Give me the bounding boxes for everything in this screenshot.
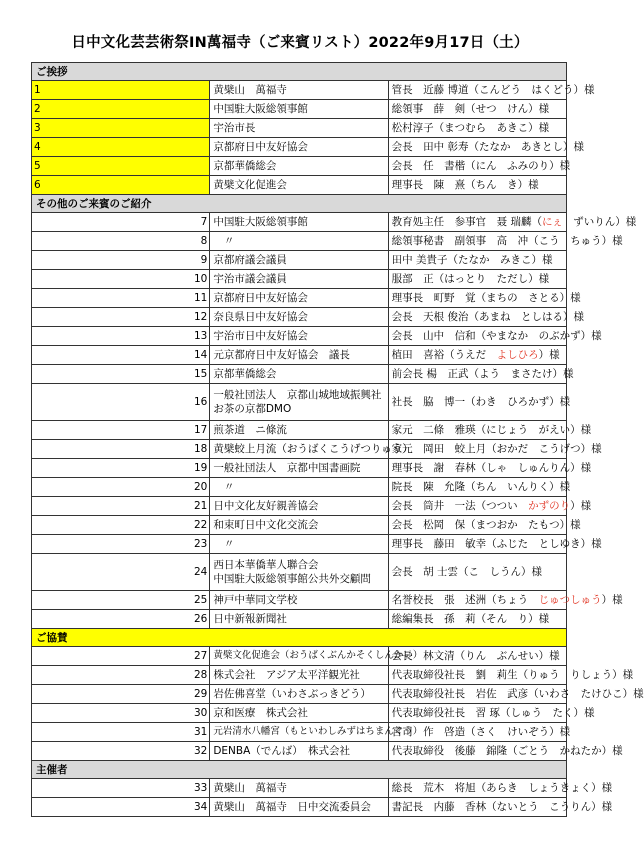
organization-line: 中国駐大阪総領事館公共外交顧問 — [213, 573, 371, 585]
guest-name-text: ）様 — [601, 594, 623, 606]
guest-name-cell: 前会長 楊 正武（よう まさたけ）様 — [388, 365, 566, 384]
organization-cell: 黄檗蛟上月流（おうばくこうげつりゅう） — [210, 440, 388, 459]
organization-line: 一般社団法人 京都山城地域振興社 — [213, 389, 382, 401]
guest-name-cell: 理事長 謝 春林（しゃ しゅんりん）様 — [388, 459, 566, 478]
row-number: 22 — [32, 516, 210, 535]
table-row — [32, 798, 567, 817]
organization-cell: 京都府日中友好協会 — [210, 289, 388, 308]
guest-name-cell: 代表取締役 後藤 錦隆（ごとう かねたか）様 — [388, 742, 566, 761]
organization-cell: 〃 — [210, 478, 388, 497]
guest-name-cell — [388, 213, 637, 232]
table-row — [32, 346, 567, 365]
table-row — [32, 327, 567, 346]
organization-cell: 神戸中華同文学校 — [210, 591, 388, 610]
organization-cell: 岩佐佛喜堂（いわさぶっきどう） — [210, 685, 388, 704]
row-number: 3 — [32, 119, 210, 138]
guest-name-highlight: じゅつしゅう — [538, 594, 602, 606]
guest-name-highlight: かずのり — [528, 500, 571, 512]
row-number: 34 — [32, 798, 210, 817]
organization-cell: 京都府議会議員 — [210, 251, 388, 270]
guest-name-cell: 総領事秘書 副領事 高 冲（こう ちゅう）様 — [388, 232, 566, 251]
row-number: 6 — [32, 176, 210, 195]
organization-cell: 黄檗山 萬福寺 日中交流委員会 — [210, 798, 388, 817]
row-number: 4 — [32, 138, 210, 157]
guest-name-cell: 宮司 作 啓造（さく けいぞう）様 — [388, 723, 566, 742]
page-title: 日中文化芸芸術祭IN萬福寺（ご来賓リスト）2022年9月17日（土） — [71, 35, 529, 51]
table-row — [32, 176, 567, 195]
section-heading: ご挨拶 — [32, 63, 567, 81]
table-row — [32, 440, 567, 459]
table-row — [32, 232, 567, 251]
guest-name-cell: 総領事 薛 剣（せつ けん）様 — [388, 100, 566, 119]
table-row — [32, 459, 567, 478]
table-row — [32, 100, 567, 119]
table-row — [32, 742, 567, 761]
table-row — [32, 157, 567, 176]
organization-cell: DENBA（でんば） 株式会社 — [210, 742, 388, 761]
row-number: 1 — [32, 81, 210, 100]
row-number: 30 — [32, 704, 210, 723]
organization-cell: 日中文化友好親善協会 — [210, 497, 388, 516]
guest-name-cell: 社長 脇 博一（わき ひろかず）様 — [388, 384, 566, 421]
row-number: 12 — [32, 308, 210, 327]
guest-list-body — [32, 63, 644, 817]
guest-name-cell — [388, 346, 566, 365]
guest-name-cell: 会長 松岡 保（まつおか たもつ）様 — [388, 516, 566, 535]
guest-name-text: 植田 喜裕（うえだ — [391, 349, 497, 361]
organization-cell: 京都華僑総会 — [210, 157, 388, 176]
guest-name-text: 教育処主任 参事官 聂 瑞麟（ — [391, 216, 542, 228]
organization-cell: 宇治市議会議員 — [210, 270, 388, 289]
table-row — [32, 478, 567, 497]
organization-line: お茶の京都DMO — [213, 403, 292, 415]
organization-cell: 京都府日中友好協会 — [210, 138, 388, 157]
row-number: 18 — [32, 440, 210, 459]
row-number: 23 — [32, 535, 210, 554]
row-number: 13 — [32, 327, 210, 346]
table-row — [32, 138, 567, 157]
organization-line: 西日本華僑華人聯合会 — [213, 559, 319, 571]
table-row — [32, 554, 567, 591]
table-row — [32, 119, 567, 138]
section-heading: その他のご来賓のご紹介 — [32, 195, 567, 213]
guest-name-text: 会長 筒井 一法（つつい — [391, 500, 529, 512]
guest-list-table — [31, 62, 644, 817]
organization-cell: 株式会社 アジア太平洋観光社 — [210, 666, 388, 685]
section-header — [32, 629, 567, 647]
row-number: 25 — [32, 591, 210, 610]
guest-name-cell: 理事長 町野 覚（まちの さとる）様 — [388, 289, 566, 308]
table-row — [32, 251, 567, 270]
row-number: 16 — [32, 384, 210, 421]
row-number: 11 — [32, 289, 210, 308]
organization-cell: 中国駐大阪総領事館 — [210, 100, 388, 119]
guest-name-cell: 会長 田中 彰寿（たなか あきとし）様 — [388, 138, 566, 157]
guest-name-highlight: にぇ — [542, 216, 563, 228]
row-number: 29 — [32, 685, 210, 704]
guest-name-cell: 総編集長 孫 莉（そん り）様 — [388, 610, 566, 629]
organization-cell: 煎茶道 ニ條流 — [210, 421, 388, 440]
guest-name-text: ）様 — [538, 349, 560, 361]
organization-cell: 奈良県日中友好協会 — [210, 308, 388, 327]
organization-cell: 一般社団法人 京都中国書画院 — [210, 459, 388, 478]
guest-name-cell: 管長 近藤 博道（こんどう はくどう）様 — [388, 81, 566, 100]
row-number: 32 — [32, 742, 210, 761]
guest-name-cell: 理事長 藤田 敏幸（ふじた としゆき）様 — [388, 535, 566, 554]
organization-cell: 黄檗山 萬福寺 — [210, 81, 388, 100]
guest-name-cell: 総長 荒木 将旭（あらき しょうきょく）様 — [388, 779, 566, 798]
guest-name-cell: 会長 任 書楷（にん ふみのり）様 — [388, 157, 566, 176]
guest-name-cell: 代表取締役社長 習 琢（しゅう たく）様 — [388, 704, 566, 723]
guest-name-cell: 松村淳子（まつむら あきこ）様 — [388, 119, 566, 138]
table-row — [32, 610, 567, 629]
table-row — [32, 666, 567, 685]
row-number: 9 — [32, 251, 210, 270]
organization-cell: 黄檗山 萬福寺 — [210, 779, 388, 798]
row-number: 15 — [32, 365, 210, 384]
table-row — [32, 270, 567, 289]
organization-cell: 和束町日中文化交流会 — [210, 516, 388, 535]
guest-name-cell: 家元 二條 雅瑛（にじょう がえい）様 — [388, 421, 566, 440]
table-row — [32, 516, 567, 535]
table-row — [32, 289, 567, 308]
organization-cell: 黄檗文化促進会（おうばくぶんかそくしんかい） — [210, 647, 388, 666]
table-row — [32, 308, 567, 327]
guest-name-cell: 会長 山中 信和（やまなか のぶかず）様 — [388, 327, 566, 346]
organization-cell: 京都華僑総会 — [210, 365, 388, 384]
organization-cell: 日中新報新聞社 — [210, 610, 388, 629]
row-number: 10 — [32, 270, 210, 289]
row-number: 20 — [32, 478, 210, 497]
section-heading: 主催者 — [32, 761, 567, 779]
row-number: 14 — [32, 346, 210, 365]
row-number: 21 — [32, 497, 210, 516]
row-number: 31 — [32, 723, 210, 742]
section-header — [32, 761, 567, 779]
table-row — [32, 384, 567, 421]
section-header — [32, 195, 567, 213]
table-row — [32, 213, 567, 232]
table-row — [32, 365, 567, 384]
table-row — [32, 421, 567, 440]
table-row — [32, 685, 567, 704]
row-number: 5 — [32, 157, 210, 176]
guest-name-cell: 会長 天根 俊治（あまね としはる）様 — [388, 308, 566, 327]
guest-name-cell: 理事長 陳 熹（ちん き）様 — [388, 176, 566, 195]
guest-name-cell: 書記長 内藤 香林（ないとう こうりん）様 — [388, 798, 566, 817]
table-row — [32, 647, 567, 666]
organization-cell: 京和医療 株式会社 — [210, 704, 388, 723]
row-number: 26 — [32, 610, 210, 629]
row-number: 2 — [32, 100, 210, 119]
row-number: 33 — [32, 779, 210, 798]
organization-cell: 宇治市日中友好協会 — [210, 327, 388, 346]
guest-name-text: ）様 — [570, 500, 592, 512]
guest-name-cell: 田中 美貴子（たなか みきこ）様 — [388, 251, 566, 270]
organization-cell: 中国駐大阪総領事館 — [210, 213, 388, 232]
row-number: 27 — [32, 647, 210, 666]
guest-name-cell: 代表取締役社長 岩佐 武彦（いわさ たけひこ）様 — [388, 685, 566, 704]
guest-name-text: 名誉校長 張 述洲（ちょう — [391, 594, 539, 606]
organization-cell: 宇治市長 — [210, 119, 388, 138]
row-number: 8 — [32, 232, 210, 251]
organization-cell: 元岩清水八幡宮（もといわしみずはちまんぐう） — [210, 723, 388, 742]
section-header — [32, 63, 567, 81]
organization-cell: 〃 — [210, 232, 388, 251]
guest-name-cell — [388, 591, 623, 610]
table-row — [32, 723, 567, 742]
guest-name-cell: 家元 岡田 蛟上月（おかだ こうげつ）様 — [388, 440, 566, 459]
organization-cell: 〃 — [210, 535, 388, 554]
organization-cell: 黄檗文化促進会 — [210, 176, 388, 195]
guest-name-cell: 会長 林文清（りん ぶんせい）様 — [388, 647, 566, 666]
row-number: 24 — [32, 554, 210, 591]
guest-name-cell: 服部 正（はっとり ただし）様 — [388, 270, 566, 289]
row-number: 28 — [32, 666, 210, 685]
table-row — [32, 535, 567, 554]
organization-cell — [210, 554, 388, 591]
table-row — [32, 497, 567, 516]
table-row — [32, 81, 567, 100]
guest-name-cell: 代表取締役社長 劉 莉生（りゅう りしょう）様 — [388, 666, 566, 685]
table-row — [32, 591, 567, 610]
table-row — [32, 779, 567, 798]
guest-name-cell: 会長 胡 士雲（こ しうん）様 — [388, 554, 566, 591]
guest-name-cell — [388, 497, 592, 516]
row-number: 19 — [32, 459, 210, 478]
guest-name-cell: 院長 陳 允隆（ちん いんりく）様 — [388, 478, 566, 497]
row-number: 17 — [32, 421, 210, 440]
organization-cell — [210, 384, 388, 421]
row-number: 7 — [32, 213, 210, 232]
organization-cell: 元京都府日中友好協会 議長 — [210, 346, 388, 365]
section-heading: ご協賛 — [32, 629, 567, 647]
table-row — [32, 704, 567, 723]
guest-name-highlight: よしひろ — [496, 349, 539, 361]
guest-name-text: ずいりん）様 — [562, 216, 637, 228]
